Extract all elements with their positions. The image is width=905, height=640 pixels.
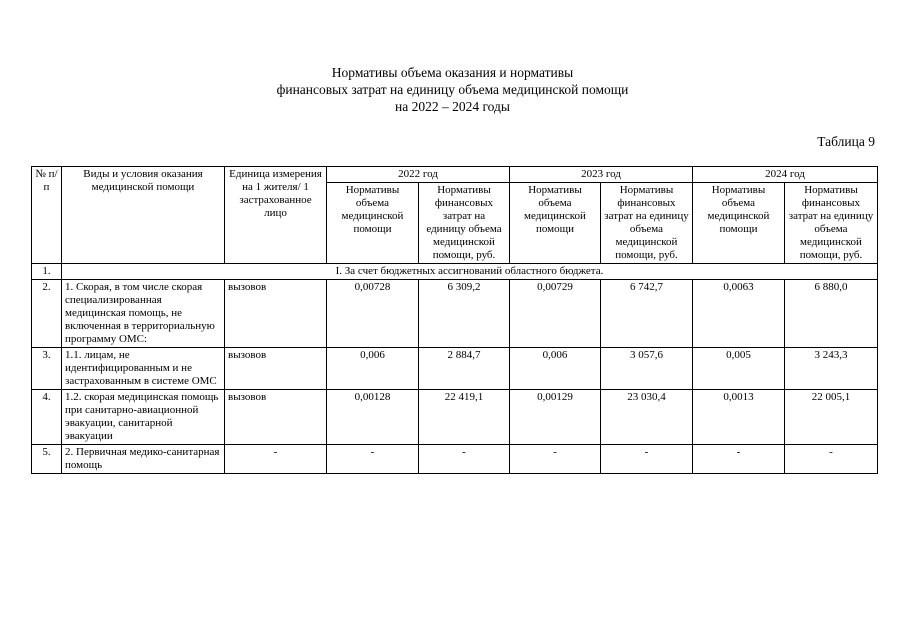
row-cost-2024: 3 243,3 — [785, 348, 878, 390]
title-line-3: на 2022 – 2024 годы — [395, 99, 510, 114]
row-num: 2. — [32, 280, 62, 348]
row-volume-2022: 0,006 — [327, 348, 419, 390]
table-row — [32, 280, 878, 348]
header-row-years — [32, 167, 878, 183]
title-line-1: Нормативы объема оказания и нормативы — [331, 65, 574, 80]
header-num: № п/п — [32, 167, 62, 264]
row-volume-2023: 0,00729 — [510, 280, 601, 348]
row-cost-2022: 2 884,7 — [419, 348, 510, 390]
row-name: 2. Первичная медико-санитарная помощь — [62, 445, 225, 474]
header-norm-cost-2022: Нормативы финансовых затрат на единицу объема медицинской помощи, руб. — [419, 183, 510, 264]
header-norm-volume-2023: Нормативы объема медицинской помощи — [510, 183, 601, 264]
row-name: 1.1. лицам, не идентифицированным и не застрахованным в системе ОМС — [62, 348, 225, 390]
header-norm-cost-2024: Нормативы финансовых затрат на единицу объема медицинской помощи, руб. — [785, 183, 878, 264]
section-row — [32, 264, 878, 280]
row-cost-2024: 22 005,1 — [785, 390, 878, 445]
row-cost-2024: 6 880,0 — [785, 280, 878, 348]
row-num: 5. — [32, 445, 62, 474]
header-year-2022: 2022 год — [327, 167, 510, 183]
row-name: 1.2. скорая медицинская помощь при санитарно-авиационной эвакуации, санитарной эвакуации — [62, 390, 225, 445]
header-year-2023: 2023 год — [510, 167, 693, 183]
table-row — [32, 390, 878, 445]
row-volume-2023: 0,00129 — [510, 390, 601, 445]
row-num: 3. — [32, 348, 62, 390]
document-title — [0, 64, 905, 115]
row-volume-2023: - — [510, 445, 601, 474]
header-unit: Единица измерения на 1 жителя/ 1 застрахованное лицо — [225, 167, 327, 264]
row-cost-2023: 6 742,7 — [601, 280, 693, 348]
header-types: Виды и условия оказания медицинской помощи — [62, 167, 225, 264]
row-volume-2024: - — [693, 445, 785, 474]
row-name: 1. Скорая, в том числе скорая специализированная медицинская помощь, не включенная в территориальную программу ОМС: — [62, 280, 225, 348]
header-norm-cost-2023: Нормативы финансовых затрат на единицу объема медицинской помощи, руб. — [601, 183, 693, 264]
row-volume-2022: 0,00728 — [327, 280, 419, 348]
row-cost-2022: 22 419,1 — [419, 390, 510, 445]
row-volume-2024: 0,0013 — [693, 390, 785, 445]
row-cost-2022: 6 309,2 — [419, 280, 510, 348]
row-cost-2022: - — [419, 445, 510, 474]
row-num: 4. — [32, 390, 62, 445]
table-label: Таблица 9 — [817, 134, 875, 149]
row-unit: вызовов — [225, 390, 327, 445]
section-title: I. За счет бюджетных ассигнований областного бюджета. — [62, 264, 878, 280]
row-volume-2024: 0,0063 — [693, 280, 785, 348]
row-cost-2023: 3 057,6 — [601, 348, 693, 390]
header-norm-volume-2022: Нормативы объема медицинской помощи — [327, 183, 419, 264]
row-cost-2024: - — [785, 445, 878, 474]
row-volume-2023: 0,006 — [510, 348, 601, 390]
row-unit: - — [225, 445, 327, 474]
row-unit: вызовов — [225, 280, 327, 348]
title-line-2: финансовых затрат на единицу объема медицинской помощи — [276, 82, 629, 97]
row-unit: вызовов — [225, 348, 327, 390]
row-cost-2023: - — [601, 445, 693, 474]
header-norm-volume-2024: Нормативы объема медицинской помощи — [693, 183, 785, 264]
row-volume-2024: 0,005 — [693, 348, 785, 390]
section-num: 1. — [32, 264, 62, 280]
row-cost-2023: 23 030,4 — [601, 390, 693, 445]
header-year-2024: 2024 год — [693, 167, 878, 183]
row-volume-2022: - — [327, 445, 419, 474]
table-row — [32, 348, 878, 390]
norms-table — [31, 166, 878, 474]
table-row — [32, 445, 878, 474]
row-volume-2022: 0,00128 — [327, 390, 419, 445]
